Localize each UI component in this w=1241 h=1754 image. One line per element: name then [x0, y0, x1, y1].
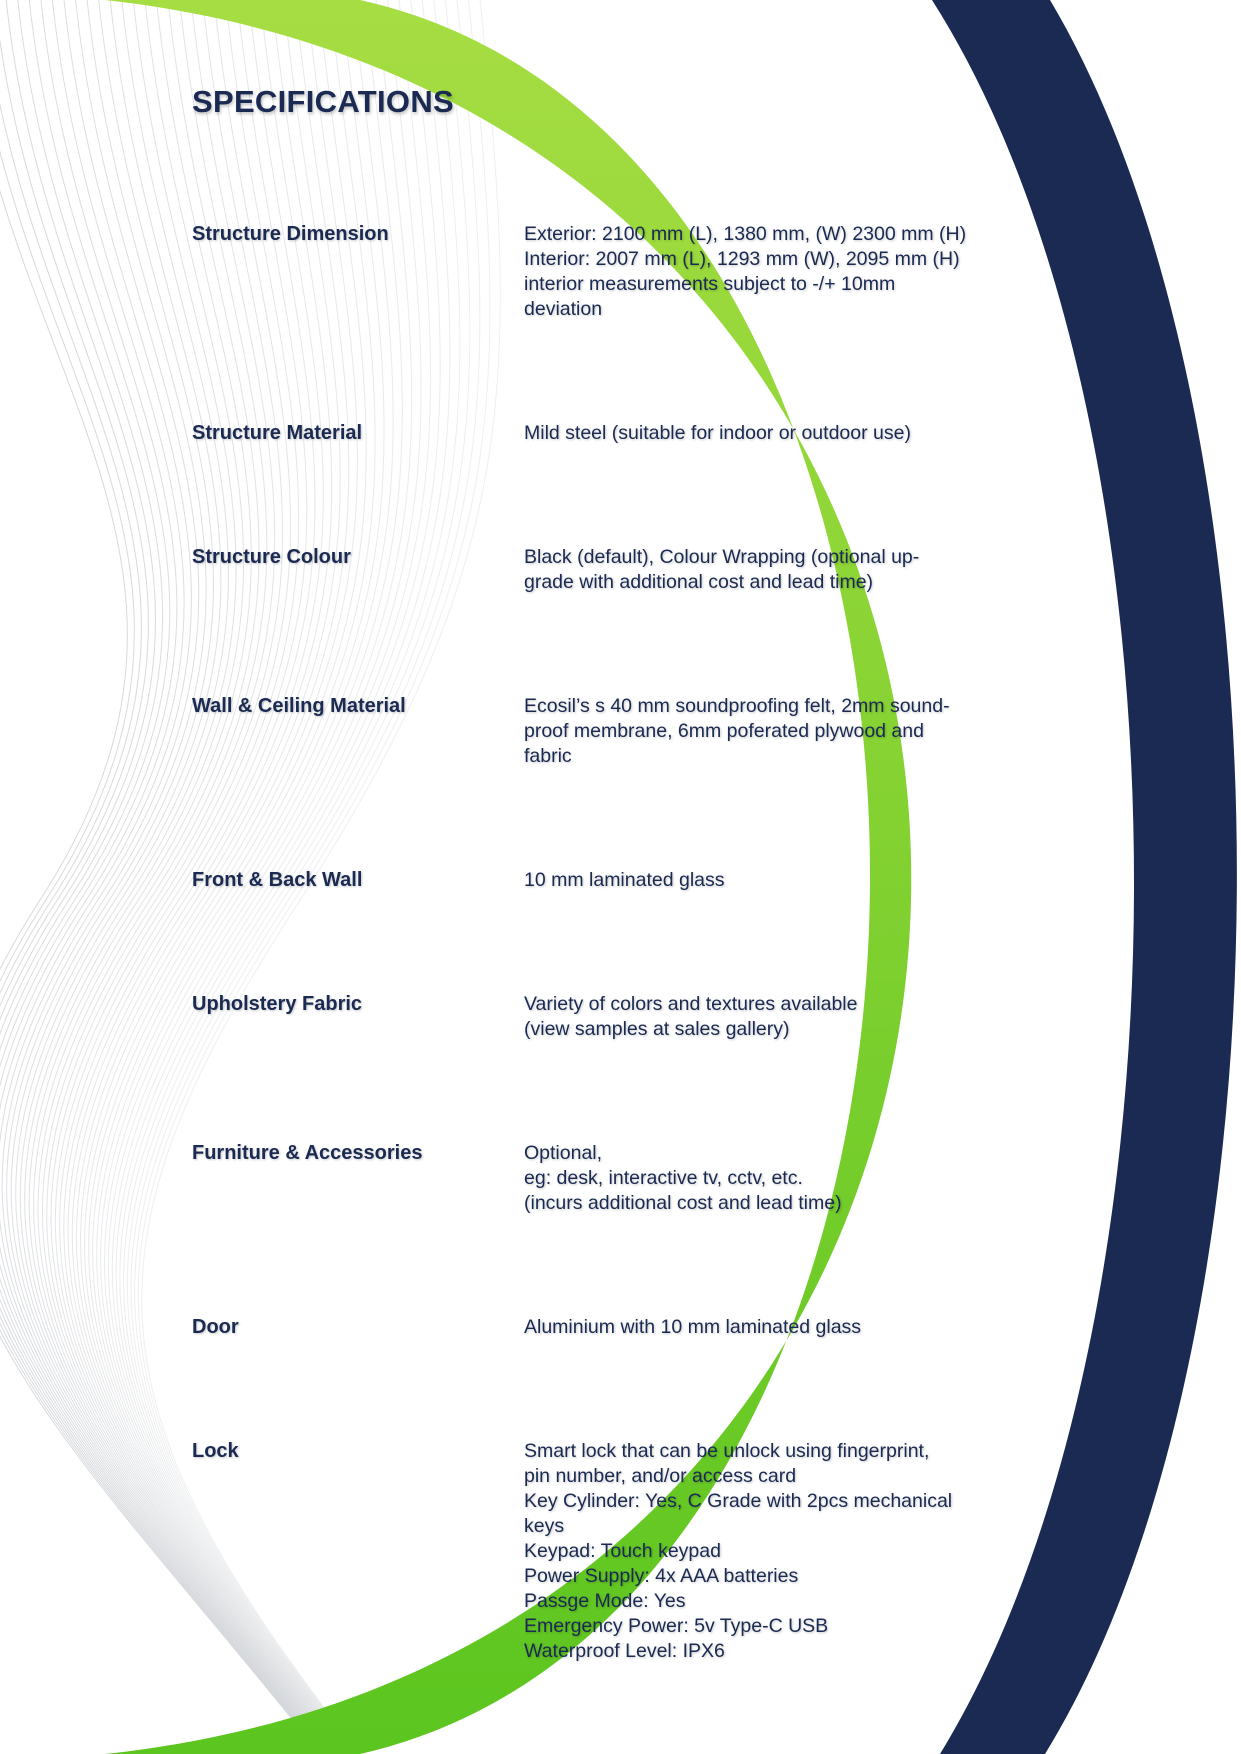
spec-label: Door — [192, 1316, 239, 1338]
spec-label: Structure Colour — [192, 546, 351, 568]
spec-value — [524, 1141, 1064, 1216]
spec-value-line: Ecosil’s s 40 mm soundproofing felt, 2mm sound- — [524, 695, 950, 717]
spec-value-line: (view samples at sales gallery) — [524, 1018, 790, 1040]
spec-value — [524, 421, 1064, 446]
spec-value — [524, 868, 1064, 893]
spec-value-line: deviation — [524, 298, 603, 320]
spec-value-line: Smart lock that can be unlock using fingerprint, — [524, 1440, 930, 1462]
spec-value-line: Mild steel (suitable for indoor or outdoor use) — [524, 422, 911, 444]
spec-label: Structure Dimension — [192, 223, 389, 245]
spec-value-line: Variety of colors and textures available — [524, 993, 858, 1015]
spec-value — [524, 545, 1064, 595]
spec-label: Structure Material — [192, 422, 363, 444]
spec-value-line: Keypad: Touch keypad — [524, 1540, 721, 1562]
spec-label: Front & Back Wall — [192, 869, 363, 891]
spec-value — [524, 1439, 1064, 1664]
spec-value-line: Key Cylinder: Yes, C Grade with 2pcs mechanical — [524, 1490, 953, 1512]
spec-value-line: Passge Mode: Yes — [524, 1590, 686, 1612]
spec-value-line: Black (default), Colour Wrapping (optional up- — [524, 546, 920, 568]
spec-value-line: proof membrane, 6mm poferated plywood and — [524, 720, 924, 742]
spec-value — [524, 992, 1064, 1042]
spec-value — [524, 222, 1064, 322]
spec-value — [524, 694, 1064, 769]
spec-label: Upholstery Fabric — [192, 993, 363, 1015]
spec-value-line: Waterproof Level: IPX6 — [524, 1640, 725, 1662]
spec-value-line: pin number, and/or access card — [524, 1465, 797, 1487]
spec-label: Furniture & Accessories — [192, 1142, 423, 1164]
page-title: SPECIFICATIONS — [192, 84, 454, 119]
spec-value-line: Optional, — [524, 1142, 603, 1164]
spec-value-line: keys — [524, 1515, 565, 1537]
spec-value-line: Power Supply: 4x AAA batteries — [524, 1565, 799, 1587]
spec-value — [524, 1315, 1064, 1340]
spec-label: Wall & Ceiling Material — [192, 695, 406, 717]
spec-value-line: grade with additional cost and lead time) — [524, 571, 874, 593]
spec-value-line: eg: desk, interactive tv, cctv, etc. — [524, 1167, 803, 1189]
spec-value-line: Aluminium with 10 mm laminated glass — [524, 1316, 862, 1338]
spec-value-line: interior measurements subject to -/+ 10mm — [524, 273, 896, 295]
spec-value-line: Exterior: 2100 mm (L), 1380 mm, (W) 2300 mm (H) — [524, 223, 967, 245]
spec-value-line: (incurs additional cost and lead time) — [524, 1192, 842, 1214]
spec-value-line: 10 mm laminated glass — [524, 869, 725, 891]
spec-label: Lock — [192, 1440, 239, 1462]
spec-value-line: Emergency Power: 5v Type-C USB — [524, 1615, 829, 1637]
spec-value-line: Interior: 2007 mm (L), 1293 mm (W), 2095 mm (H) — [524, 248, 960, 270]
spec-value-line: fabric — [524, 745, 572, 767]
